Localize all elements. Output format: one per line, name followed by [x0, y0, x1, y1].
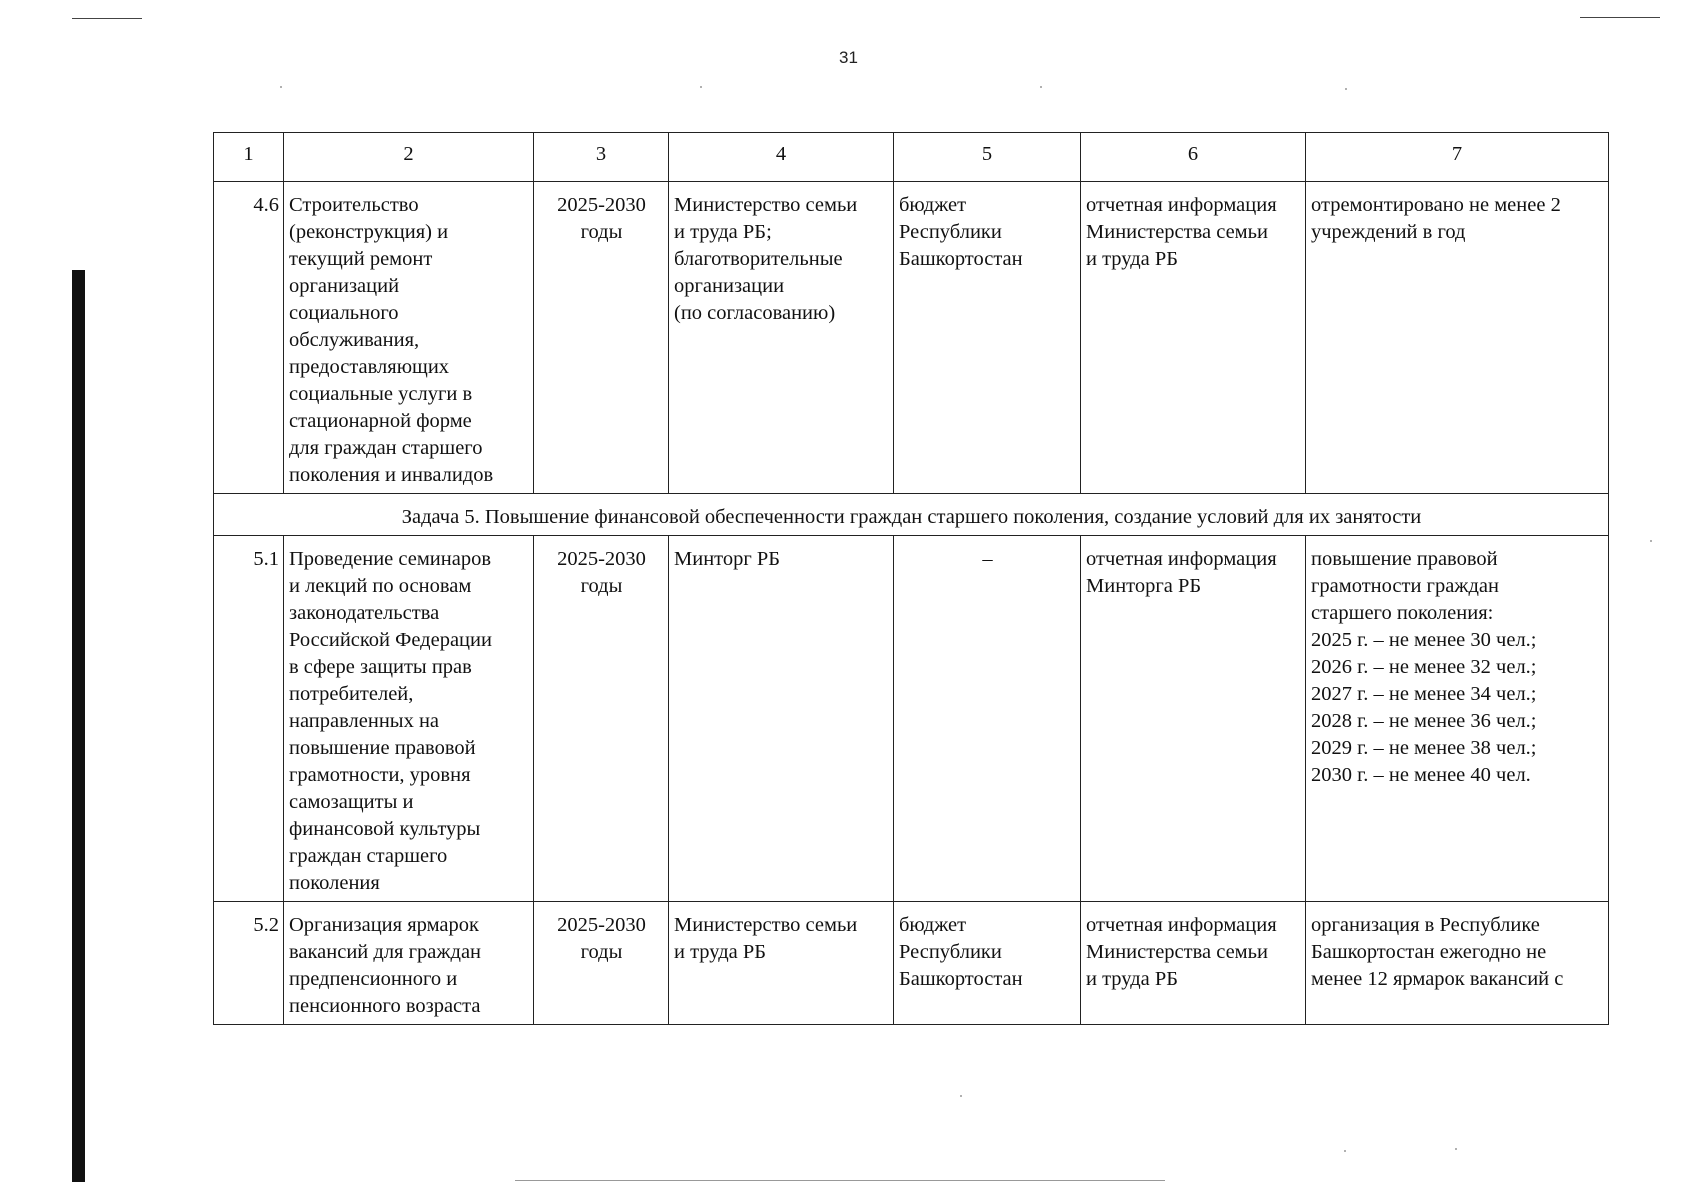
report-cell: отчетная информация Министерства семьи и труда РБ	[1081, 182, 1306, 494]
table-row	[214, 182, 1609, 494]
event-cell: Строительство (реконструкция) и текущий ремонт организаций социального обслуживания, предоставляющих социальные услуги в стационарной форме для граждан старшего поколения и инвалидов	[284, 182, 534, 494]
result-cell: организация в Республике Башкортостан ежегодно не менее 12 ярмарок вакансий с	[1306, 902, 1609, 1025]
funding-source-cell: –	[894, 536, 1081, 902]
table-row	[214, 902, 1609, 1025]
header-cell: 6	[1081, 133, 1306, 182]
header-row	[214, 133, 1609, 182]
header-cell: 2	[284, 133, 534, 182]
task-row	[214, 494, 1609, 536]
executor-cell: Минторг РБ	[669, 536, 894, 902]
header-cell: 5	[894, 133, 1081, 182]
header-cell: 7	[1306, 133, 1609, 182]
report-cell: отчетная информация Министерства семьи и труда РБ	[1081, 902, 1306, 1025]
page-number: 31	[839, 48, 858, 67]
scan-edge-bar	[72, 270, 85, 1182]
scan-line-top-right	[1580, 17, 1660, 18]
scan-speck	[1650, 540, 1652, 542]
executor-cell: Министерство семьи и труда РБ; благотворительные организации (по согласованию)	[669, 182, 894, 494]
period-cell: 2025-2030 годы	[534, 902, 669, 1025]
scan-speck	[1344, 1150, 1346, 1152]
period-cell: 2025-2030 годы	[534, 536, 669, 902]
scan-speck	[280, 86, 282, 88]
row-number: 4.6	[214, 182, 284, 494]
executor-cell: Министерство семьи и труда РБ	[669, 902, 894, 1025]
task-heading: Задача 5. Повышение финансовой обеспеченности граждан старшего поколения, создание условий для их занятости	[214, 494, 1609, 536]
row-number: 5.2	[214, 902, 284, 1025]
scan-speck	[700, 86, 702, 88]
header-cell: 4	[669, 133, 894, 182]
header-cell: 1	[214, 133, 284, 182]
scan-line-bottom	[515, 1180, 1165, 1181]
scan-speck	[1345, 88, 1347, 90]
event-cell: Организация ярмарок вакансий для граждан предпенсионного и пенсионного возраста	[284, 902, 534, 1025]
funding-source-cell: бюджет Республики Башкортостан	[894, 182, 1081, 494]
scan-line-top-left	[72, 18, 142, 19]
scan-speck	[960, 1095, 962, 1097]
row-number: 5.1	[214, 536, 284, 902]
period-cell: 2025-2030 годы	[534, 182, 669, 494]
result-cell: отремонтировано не менее 2 учреждений в год	[1306, 182, 1609, 494]
table-row	[214, 536, 1609, 902]
result-cell: повышение правовой грамотности граждан старшего поколения: 2025 г. – не менее 30 чел.; 2026 г. – не менее 32 чел.; 2027 г. – не менее 34 чел.; 2028 г. – не менее 36 чел.; 2029 г. – не менее 38 чел.; 2030 г. – не менее 40 чел.	[1306, 536, 1609, 902]
funding-source-cell: бюджет Республики Башкортостан	[894, 902, 1081, 1025]
header-cell: 3	[534, 133, 669, 182]
scan-speck	[1455, 1148, 1457, 1150]
measures-table	[213, 132, 1609, 1025]
report-cell: отчетная информация Минторга РБ	[1081, 536, 1306, 902]
scan-speck	[1040, 86, 1042, 88]
event-cell: Проведение семинаров и лекций по основам законодательства Российской Федерации в сфере защиты прав потребителей, направленных на повышение правовой грамотности, уровня самозащиты и финансовой культуры граждан старшего поколения	[284, 536, 534, 902]
